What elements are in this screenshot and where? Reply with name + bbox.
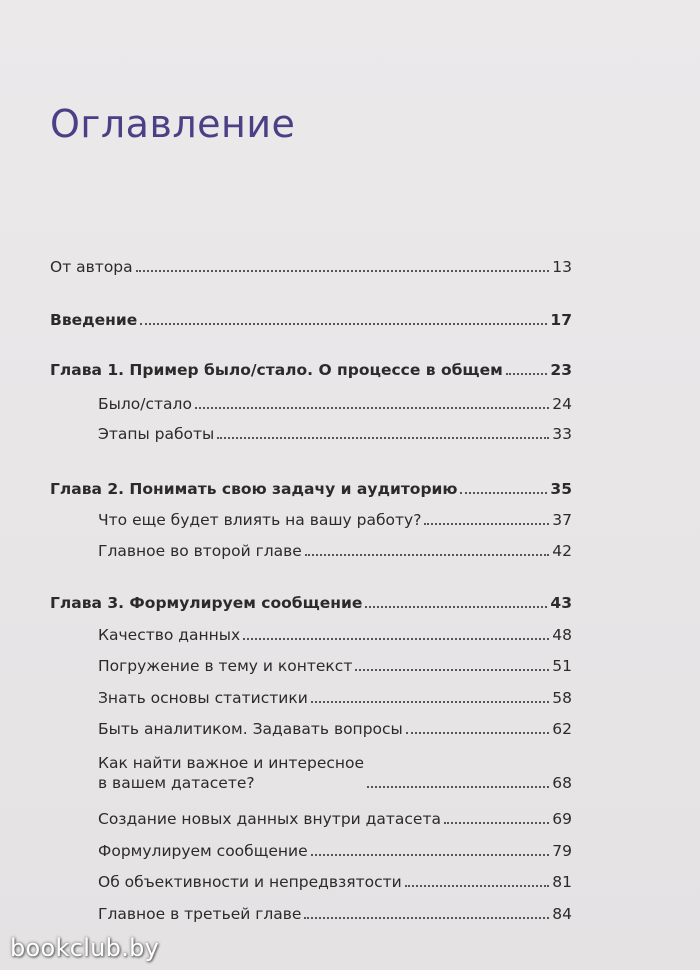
toc-entry-new-data <box>98 809 572 829</box>
toc-entry-label: Качество данных <box>98 626 241 644</box>
toc-entry-page: 69 <box>552 810 572 828</box>
toc-entry-label-wrap <box>98 753 364 793</box>
toc-entry-chapter-2-summary <box>98 541 572 561</box>
toc-entry-before-after <box>98 394 572 414</box>
toc-entry-label: Об объективности и непредвзятости <box>98 873 402 891</box>
toc-entry-page: 81 <box>552 873 572 891</box>
toc-entry-what-else-influences <box>98 510 572 530</box>
toc-entry-statistics-basics <box>98 688 572 708</box>
toc-entry-label: Глава 2. Понимать свою задачу и аудиторию <box>50 480 458 498</box>
toc-entry-page: 35 <box>550 480 572 498</box>
toc-entry-page: 42 <box>552 542 572 560</box>
toc-entry-label: Главное в третьей главе <box>98 905 302 923</box>
toc-entry-label: От автора <box>50 258 133 276</box>
dot-leader <box>243 638 549 640</box>
toc-entry-page: 24 <box>552 395 572 413</box>
toc-entry-page: 79 <box>552 842 572 860</box>
dot-leader <box>311 701 549 703</box>
toc-entry-data-quality <box>98 625 572 645</box>
toc-entry-objectivity <box>98 872 572 892</box>
toc-entry-chapter-3 <box>50 593 572 613</box>
toc-entry-chapter-1 <box>50 360 572 380</box>
toc-entry-label: Глава 3. Формулируем сообщение <box>50 594 363 612</box>
toc-entry-label: Что еще будет влиять на вашу работу? <box>98 511 422 529</box>
toc-entry-page: 58 <box>552 689 572 707</box>
dot-leader <box>305 554 549 556</box>
dot-leader <box>304 917 549 919</box>
toc-entry-label: Глава 1. Пример было/стало. О процессе в общем <box>50 361 503 379</box>
dot-leader <box>460 492 547 494</box>
toc-entry-chapter-2 <box>50 479 572 499</box>
dot-leader <box>367 786 549 788</box>
site-watermark: bookclub.by <box>10 934 160 962</box>
toc-entry-page: 37 <box>552 511 572 529</box>
dot-leader <box>217 437 549 439</box>
toc-entry-label: Главное во второй главе <box>98 542 302 560</box>
toc-entry-page: 62 <box>552 720 572 738</box>
toc-entry-page: 68 <box>552 774 572 792</box>
dot-leader <box>406 732 549 734</box>
dot-leader <box>506 373 548 375</box>
toc-entry-page: 33 <box>552 425 572 443</box>
toc-entry-label: Формулируем сообщение <box>98 842 308 860</box>
toc-entry-label: Создание новых данных внутри датасета <box>98 810 441 828</box>
toc-entry-be-analyst <box>98 719 572 739</box>
toc-entry-introduction <box>50 310 572 330</box>
toc-entry-chapter-3-summary <box>98 904 572 924</box>
toc-entry-page: 13 <box>552 258 572 276</box>
dot-leader <box>311 854 550 856</box>
page-title: Оглавление <box>50 102 296 146</box>
toc-entry-label-line-1: Как найти важное и интересное <box>98 754 365 772</box>
toc-entry-page: 51 <box>552 657 572 675</box>
toc-entry-label: Было/стало <box>98 395 192 413</box>
toc-entry-page: 17 <box>550 311 572 329</box>
toc-entry-find-important <box>98 753 572 793</box>
toc-entry-page: 23 <box>550 361 572 379</box>
toc-entry-work-stages <box>98 424 572 444</box>
toc-entry-label: Этапы работы <box>98 425 215 443</box>
dot-leader <box>444 822 549 824</box>
dot-leader <box>355 669 549 671</box>
dot-leader <box>424 523 549 525</box>
toc-entry-label: Введение <box>50 311 138 329</box>
toc-entry-label-line-2: в вашем датасете? <box>98 774 255 792</box>
toc-entry-immersion <box>98 656 572 676</box>
dot-leader <box>405 885 550 887</box>
toc-entry-page: 84 <box>552 905 572 923</box>
dot-leader <box>365 606 547 608</box>
toc-entry-from-author <box>50 257 572 277</box>
toc-entry-page: 48 <box>552 626 572 644</box>
dot-leader <box>140 323 547 325</box>
toc-entry-label: Быть аналитиком. Задавать вопросы <box>98 720 403 738</box>
dot-leader <box>136 270 550 272</box>
toc-entry-page: 43 <box>550 594 572 612</box>
toc-entry-formulate-message <box>98 841 572 861</box>
toc-entry-label: Погружение в тему и контекст <box>98 657 353 675</box>
toc-entry-label: Знать основы статистики <box>98 689 308 707</box>
dot-leader <box>195 407 549 409</box>
